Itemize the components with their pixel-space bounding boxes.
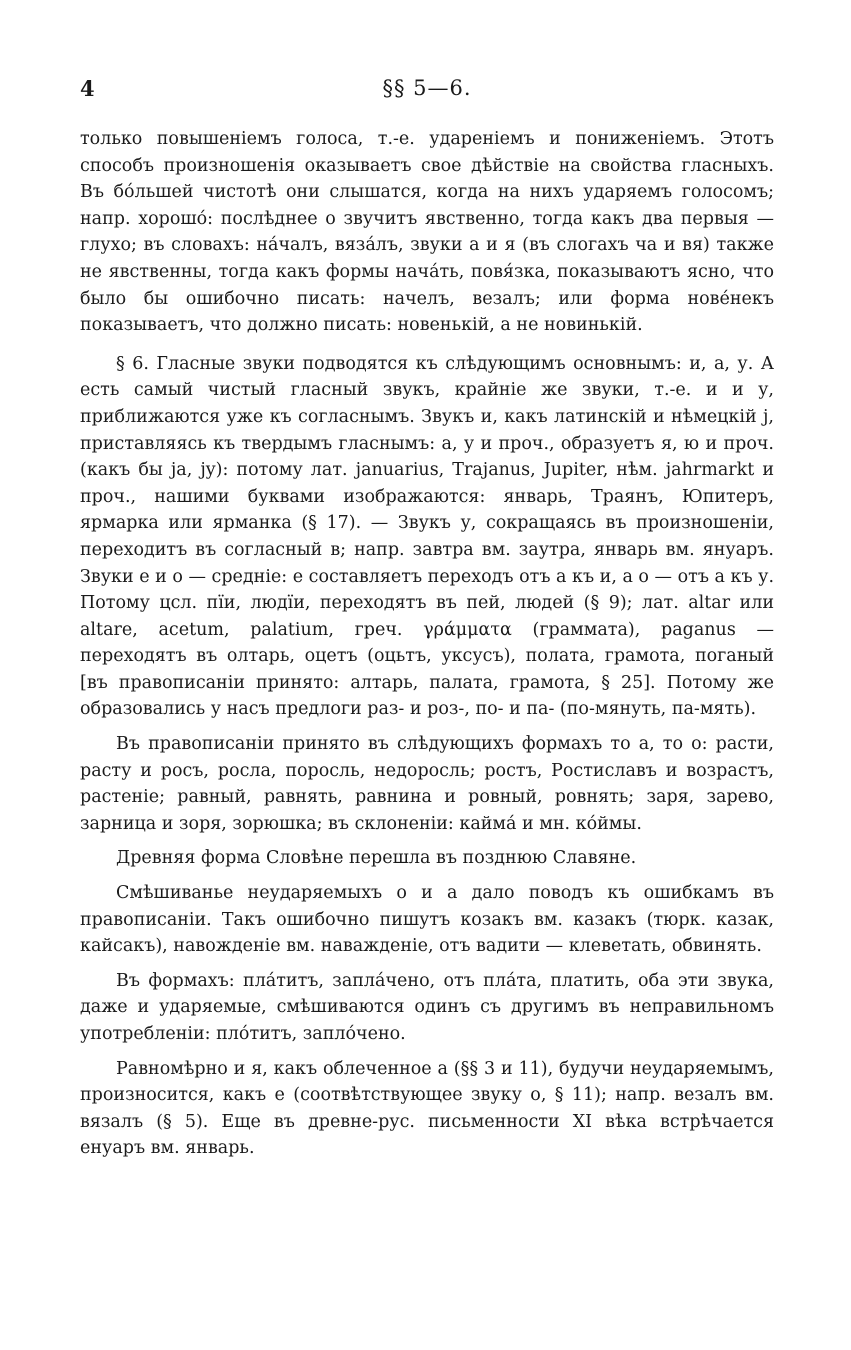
page-header: [80, 76, 774, 110]
paragraph: Въ правописаніи принято въ слѣдующихъ формахъ то а, то о: расти, расту и росъ, росла, поросль, недоросль; ростъ, Ростиславъ и возрастъ, растеніе; равный, равнять, равнина и ровный, ровнять; заря, зарево, зарница и зоря, зорюшка; въ склоненіи: кайма́ и мн. ко́ймы.: [80, 734, 774, 834]
text-body: [80, 126, 774, 1162]
paragraph: Смѣшиванье неударяемыхъ о и а дало поводъ къ ошибкамъ въ правописаніи. Такъ ошибочно пишутъ козакъ вм. казакъ (тюрк. казак, кайсакъ), навожденіе вм. наважденіе, отъ вадити — клеветать, обвинять.: [80, 883, 774, 957]
paragraph: Древняя форма Словѣне перешла въ позднюю Славяне.: [116, 848, 637, 869]
paragraph: только повышеніемъ голоса, т.-е. удареніемъ и пониженіемъ. Этотъ способъ произношенія оказываетъ свое дѣйствіе на свойства гласныхъ. Въ бо́льшей чистотѣ они слышатся, когда на нихъ ударяемъ голосомъ; напр. хорошо́: послѣднее о звучитъ явственно, тогда какъ два первыя — глухо; въ словахъ: на́чалъ, вяза́лъ, звуки а и я (въ слогахъ ча и вя) также не явственны, тогда какъ формы нача́ть, повя́зка, показываютъ ясно, что было бы ошибочно писать: начелъ, везалъ; или форма нове́некъ показываетъ, что должно писать: новенькій, а не новинькій.: [80, 129, 774, 336]
paragraph: Въ формахъ: пла́титъ, запла́чено, отъ пла́та, платить, оба эти звука, даже и ударяемые, смѣшиваются одинъ съ другимъ въ неправильномъ употребленіи: пло́титъ, запло́чено.: [80, 970, 774, 1044]
paragraph: Равномѣрно и я, какъ облеченное а (§§ 3 и 11), будучи неударяемымъ, произносится, какъ е (соотвѣтствующее звуку о, § 11); напр. везалъ вм. вязалъ (§ 5). Еще въ древне-рус. письменности XI вѣка встрѣчается енуаръ вм. январь.: [80, 1058, 774, 1159]
paragraph: § 6. Гласные звуки подводятся къ слѣдующимъ основнымъ: и, а, у. А есть самый чистый гласный звукъ, крайніе же звуки, т.-е. и и у, приближаются уже къ согласнымъ. Звукъ и, какъ латинскій и нѣмецкій j, приставляясь къ твердымъ гласнымъ: а, у и проч., образуетъ я, ю и проч. (какъ бы ja, jy): потому лат. januarius, Trajanus, Jupiter, нѣм. jahrmarkt и проч., нашими буквами изображаются: январь, Траянъ, Юпитеръ, ярмарка или ярманка (§ 17). — Звукъ у, сокращаясь въ произношеніи, переходитъ въ согласный в; напр. завтра вм. заутра, январь вм. януаръ. Звуки е и о — средніе: е составляетъ переходъ отъ а къ и, а о — отъ а къ у. Потому цсл. пїи, людїи, переходятъ въ пей, людей (§ 9); лат. altar или altare, acetum, palatium, греч. γράμματα (грамматa), paganus — переходятъ въ олтарь, оцетъ (оцьтъ, уксусъ), полата, грамота, поганый [въ правописаніи принято: алтарь, палата, грамота, § 25]. Потому же образовались у насъ предлоги раз- и роз-, по- и па- (по-мянуть, па-мять).: [80, 353, 775, 720]
running-head: §§ 5—6.: [382, 76, 472, 100]
page-number: 4: [80, 76, 95, 101]
